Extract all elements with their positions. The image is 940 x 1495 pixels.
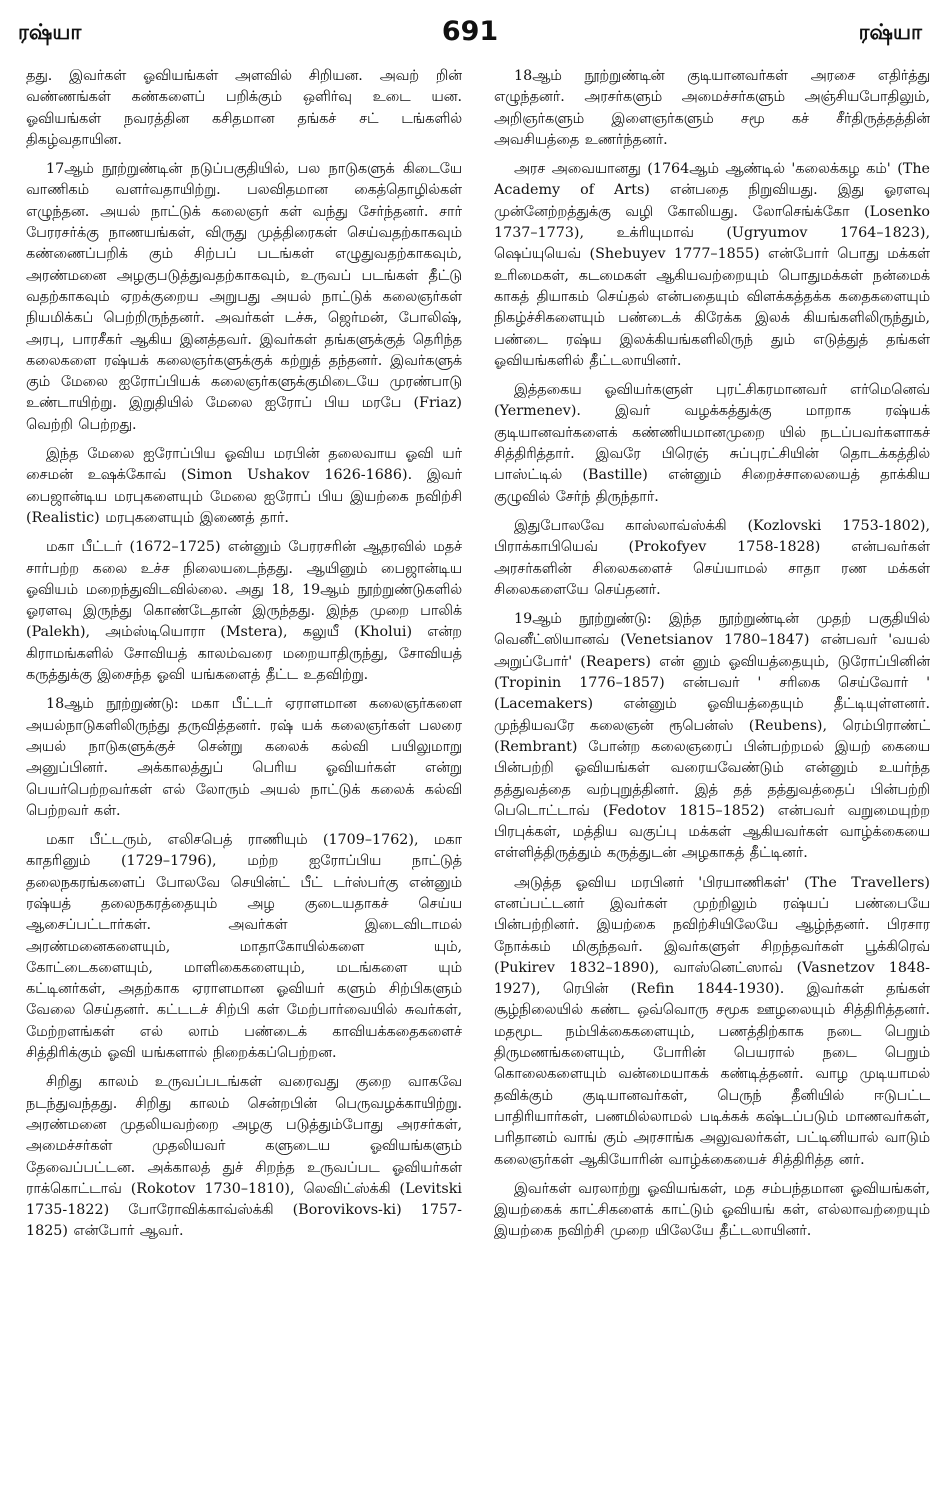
paragraph: மகா பீட்டரும், எலிசபெத் ராணியும் (1709–1762), மகா காதரினும் (1729–1796), மற்ற ஐரோப்பிய நாட்டுத் தலைநகரங்களைப் போலவே செயின்ட் பீட் டர்ஸ்பர்கு என்னும் ரஷ்யத் தலைநகரத்தையும் அழ குடையதாகச் செய்ய ஆசைப்பட்டார்கள். அவர்கள் இடைவிடாமல் அரண்மனைகளையும், மாதாகோயில்களை யும், கோட்டைகளையும், மாளிகைகளையும், மடங்களை யும் கட்டினர்கள், அதற்காக ஏராளமான ஓவியர் களும் சிற்பிகளும் வேலை செய்தனர். கட்டடச் சிற்பி கள் மேற்பார்வையில் சுவர்கள், மேற்றளங்கள் எல் லாம் பண்டைக் காவியக்கதைகளைச் சித்திரிக்கும் ஓவி யங்களால் நிறைக்கப்பெற்றன. — [26, 832, 462, 1062]
paragraph: 17ஆம் நூற்றுண்டின் நடுப்பகுதியில், பல நாடுகளுக் கிடையே வாணிகம் வளர்வதாயிற்று. பலவிதமான கைத்தொழில்கள் எழுந்தன. அயல் நாட்டுக் கலைஞர் கள் வந்து சேர்ந்தனர். சார் பேரரசர்க்கு நாணயங்கள், விருது முத்திரைகள் செய்வதற்காகவும் கண்ணைப்பறிக் கும் சிற்பப் படங்கள் எழுதுவதற்காகவும், அரண்மனை அழகுபடுத்துவதற்காகவும், உருவப் படங்கள் தீட்டு வதற்காகவும் ஏறக்குறைய அறுபது அயல் நாட்டுக் கலைஞர்கள் நியமிக்கப் பெற்றிருந்தனர். அவர்கள் டச்சு, ஜெர்மன், போலிஷ், அரபு, பாரசீகர் ஆகிய இனத்தவர். இவர்கள் தங்களுக்குத் தெரிந்த கலைகளை ரஷ்யக் கலைஞர்களுக்குக் கற்றுத் தந்தனர். இவர்களுக் கும் மேலை ஐரோப்பியக் கலைஞர்களுக்குமிடையே முரண்பாடு உண்டாயிற்று. இறுதியில் மேலை ஐரோப் பிய மரபே (Friaz) வெற்றி பெற்றது. — [26, 161, 462, 433]
paragraph: அடுத்த ஓவிய மரபினர் 'பிரயாணிகள்' (The Travellers) எனப்பட்டனர் இவர்கள் முற்றிலும் ரஷ்யப் பண்பையே பின்பற்றினர். இயற்கை நவிற்சியிலேயே ஆழ்ந்தனர். பிரசார நோக்கம் மிகுந்தவர். இவர்களுள் சிறந்தவர்கள் பூக்கிரெவ் (Pukirev 1832–1890), வாஸ்னெட்ஸாவ் (Vasnetzov 1848-1927), ரெபின் (Refin 1844-1930). இவர்கள் தங்கள் சூழ்நிலையில் கண்ட ஒவ்வொரு சமூக ஊழலையும் சித்திரித்தனர். மதமூட நம்பிக்கைகளையும், பணத்திற்காக நடை பெறும் திருமணங்களையும், போரின் பெயரால் நடை பெறும் கொலைகளையும் வன்மையாகக் கண்டித்தனர். வாழ முடியாமல் தவிக்கும் குடியானவர்கள், பெருந் தீனியில் ஈடுபட்ட பாதிரியார்கள், பணமில்லாமல் படிக்கக் கஷ்டப்படும் மாணவர்கள், பரிதானம் வாங் கும் அரசாங்க அலுவலர்கள், பட்டினியால் வாடும் கலைஞர்கள் ஆகியோரின் வாழ்க்கையைச் சித்திரித்த னர். — [494, 874, 930, 1168]
page-header — [18, 16, 922, 60]
paragraph: மகா பீட்டர் (1672–1725) என்னும் பேரரசரின் ஆதரவில் மதச் சார்பற்ற கலை உச்ச நிலையடைந்தது. ஆயினும் பைஜான்டிய ஓவியம் மறைந்துவிடவில்லை. அது 18, 19ஆம் நூற்றுண்டுகளில் ஓரளவு இருந்து கொண்டேதான் இருந்தது. இந்த முறை பாலிக் (Palekh), அம்ஸ்டியொரா (Mstera), கலுயீ (Kholui) என்ற கிராமங்களில் சோவியத் காலம்வரை மறையாதிருந்து, சோவியத் கருத்துக்கு இசைந்த ஓவி யங்களைத் தீட்ட உதவிற்று. — [26, 539, 462, 684]
page-number: 691 — [441, 16, 499, 47]
running-title-right: ரஷ்யா — [858, 20, 922, 44]
paragraph: 18ஆம் நூற்றுண்டு: மகா பீட்டர் ஏராளமான கலைஞர்களை அயல்நாடுகளிலிருந்து தருவித்தனர். ரஷ் யக் கலைஞர்கள் பலரை அயல் நாடுகளுக்குச் சென்று கலைக் கல்வி பயிலுமாறு அனுப்பினர். அக்காலத்துப் பெரிய ஓவியர்கள் என்று பெயர்பெற்றவர்கள் எல் லோரும் அயல் நாட்டுக் கலைக் கல்வி பெற்றவர் கள். — [26, 696, 462, 819]
paragraph: இத்தகைய ஓவியர்களுள் புரட்சிகரமானவர் எர்மெனெவ் (Yermenev). இவர் வழக்கத்துக்கு மாறாக ரஷ்யக் குடியானவர்களைக் கண்ணியமானமுறை யில் நடப்பவர்களாகச் சித்திரித்தார். இவரே பிரெஞ் சுப்புரட்சியின் தொடக்கத்தில் பாஸ்ட்டில் (Bastille) என்னும் சிறைச்சாலையைத் தாக்கிய குழுவில் சேர்ந் திருந்தார். — [494, 382, 930, 505]
paragraph: இவர்கள் வரலாற்று ஓவியங்கள், மத சம்பந்தமான ஓவியங்கள், இயற்கைக் காட்சிகளைக் காட்டும் ஓவியங் கள், எல்லாவற்றையும் இயற்கை நவிற்சி முறை யிலேயே தீட்டலாயினர். — [494, 1180, 930, 1240]
paragraph: அரச அவையானது (1764ஆம் ஆண்டில் 'கலைக்கழ கம்' (The Academy of Arts) என்பதை நிறுவியது. இது ஓரளவு முன்னேற்றத்துக்கு வழி கோலியது. லோசெங்க்கோ (Losenko 1737–1773), உக்ரியுமாவ் (Ugryumov 1764–1823), ஷெப்யுயெவ் (Shebuyev 1777–1855) என்போர் பொது மக்கள் உரிமைகள், கடமைகள் ஆகியவற்றையும் பொதுமக்கள் நன்மைக் காகத் தியாகம் செய்தல் என்பதையும் விளக்கத்தக்க கதைகளையும் நிகழ்ச்சிகளையும் பண்டைக் கிரேக்க இலக் கியங்களிலிருந்தும், பண்டை ரஷ்ய இலக்கியங்களிலிருந் தும் எடுத்துத் தங்கள் ஓவியங்களில் தீட்டலாயினர். — [494, 161, 930, 369]
paragraph: 19ஆம் நூற்றுண்டு: இந்த நூற்றுண்டின் முதற் பகுதியில் வெனீட்ஸியானவ் (Venetsianov 1780–1847) என்பவர் 'வயல் அறுப்போர்' (Reapers) என் னும் ஓவியத்தையும், டுரோப்பினின் (Tropinin 1776–1857) என்பவர் ' சரிகை செய்வோர் ' (Lacemakers) என்னும் ஓவியத்தையும் தீட்டியுள்ளனர். முந்தியவரே கலைஞன் ரூபென்ஸ் (Reubens), ரெம்பிராண்ட் (Rembrant) போன்ற கலைஞரைப் பின்பற்றமல் இயற் கையை பின்பற்றி ஓவியங்கள் வரையவேண்டும் என்னும் உயர்ந்த தத்துவத்தை வற்புறுத்தினர். இத் தத் தத்துவத்தைப் பின்பற்றி பெடொட்டாவ் (Fedotov 1815–1852) என்பவர் வறுமையுற்ற பிரபுக்கள், மத்திய வகுப்பு மக்கள் ஆகியவர்கள் வாழ்க்கையை எள்ளித்திருத்தும் கருத்துடன் அழகாகத் தீட்டினர். — [494, 611, 930, 862]
running-title-left: ரஷ்யா — [18, 20, 82, 44]
text-columns — [20, 66, 930, 1481]
paragraph: இந்த மேலை ஐரோப்பிய ஓவிய மரபின் தலைவாய ஓவி யர் சைமன் உஷக்கோவ் (Simon Ushakov 1626-1686). இவர் பைஜான்டிய மரபுகளையும் மேலை ஐரோப் பிய இயற்கை நவிற்சி (Realistic) மரபுகளையும் இணைத் தார். — [26, 446, 462, 526]
left-column — [26, 66, 462, 1481]
paragraph: சிறிது காலம் உருவப்படங்கள் வரைவது குறை வாகவே நடந்துவந்தது. சிறிது காலம் சென்றபின் பெருவழக்காயிற்று. அரண்மனை முதலியவற்றை அழகு படுத்தும்போது அரசர்கள், அமைச்சர்கள் முதலியவர் களுடைய ஓவியங்களும் தேவைப்பட்டன. அக்காலத் துச் சிறந்த உருவப்பட ஓவியர்கள் ராக்கொட்டாவ் (Rokotov 1730–1810), லெவிட்ஸ்க்கி (Levitski 1735-1822) போரோவிக்காவ்ஸ்க்கி (Borovikovs-ki) 1757-1825) என்போர் ஆவர். — [26, 1074, 462, 1240]
right-column — [494, 66, 930, 1481]
paragraph: தது. இவர்கள் ஓவியங்கள் அளவில் சிறியன. அவற் றின் வண்ணங்கள் கண்களைப் பறிக்கும் ஒளிர்வு உடை யன. ஓவியங்கள் நவரத்தின கசிதமான தங்கச் சட் டங்களில் திகழ்வதாயின. — [26, 68, 462, 148]
paragraph: இதுபோலவே காஸ்லாவ்ஸ்க்கி (Kozlovski 1753-1802), பிராக்காபியெவ் (Prokofyev 1758-1828) என்பவர்கள் அரசர்களின் சிலைகளைச் செய்யாமல் சாதா ரண மக்கள் சிலைகளையே செய்தனர். — [494, 517, 930, 598]
paragraph: 18ஆம் நூற்றுண்டின் குடியானவர்கள் அரசை எதிர்த்து எழுந்தனர். அரசர்களும் அமைச்சர்களும் அஞ்சியபோதிலும், அறிஞர்களும் இளைஞர்களும் சமூ கச் சீர்திருத்தத்தின் அவசியத்தை உணர்ந்தனர். — [494, 68, 930, 148]
